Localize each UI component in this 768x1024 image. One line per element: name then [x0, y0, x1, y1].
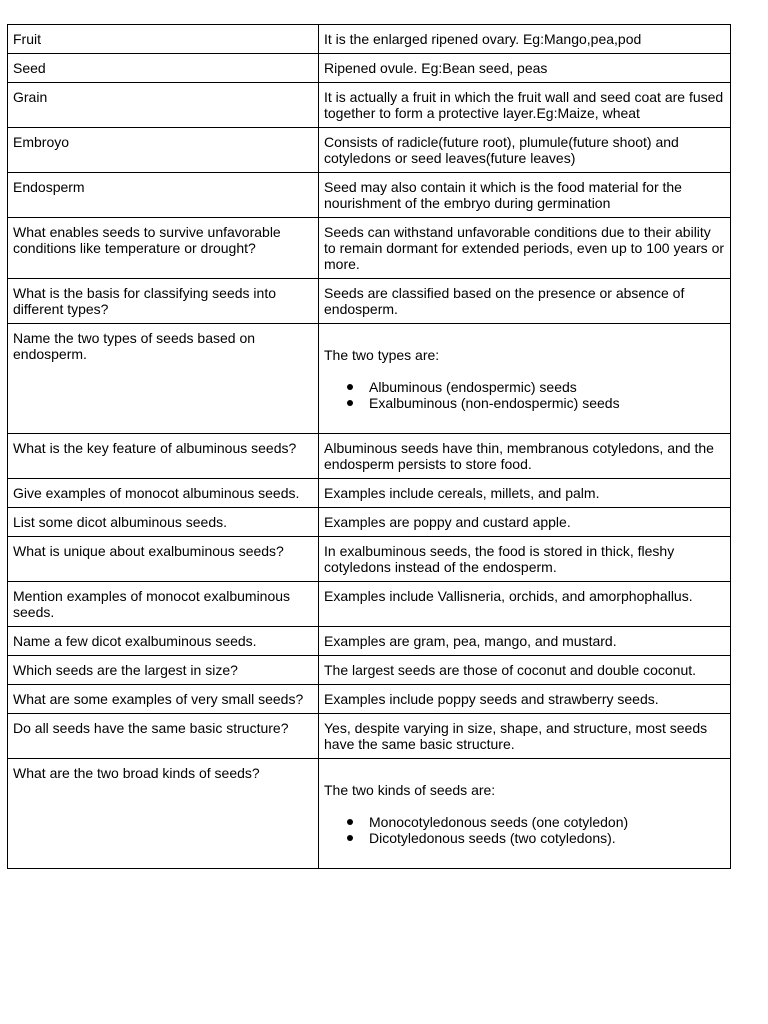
- term-cell: Name a few dicot exalbuminous seeds.: [8, 627, 319, 656]
- term-cell: Seed: [8, 54, 319, 83]
- table-row: [8, 656, 731, 685]
- table-row: [8, 218, 731, 279]
- definition-cell: It is actually a fruit in which the fruit wall and seed coat are fused together to form a protective layer.Eg:Maize, wheat: [319, 83, 731, 128]
- table-row: [8, 759, 731, 869]
- table-row: [8, 479, 731, 508]
- table-row: [8, 83, 731, 128]
- list-item: [347, 830, 725, 846]
- term-cell: Name the two types of seeds based on endosperm.: [8, 324, 319, 434]
- list-intro: The two types are:: [324, 347, 440, 363]
- bullet-icon: [347, 400, 353, 406]
- term-cell: Which seeds are the largest in size?: [8, 656, 319, 685]
- definition-cell: Examples include Vallisneria, orchids, and amorphophallus.: [319, 582, 731, 627]
- list-intro: The two kinds of seeds are:: [324, 782, 496, 798]
- definition-cell: Yes, despite varying in size, shape, and structure, most seeds have the same basic structure.: [319, 714, 731, 759]
- definition-list-cell: [319, 324, 731, 434]
- table-row: [8, 173, 731, 218]
- definition-cell: Consists of radicle(future root), plumule(future shoot) and cotyledons or seed leaves(future leaves): [319, 128, 731, 173]
- bullet-icon: [347, 819, 353, 825]
- table-row: [8, 582, 731, 627]
- term-cell: What is the basis for classifying seeds into different types?: [8, 279, 319, 324]
- table-row: [8, 54, 731, 83]
- list-item-text: Albuminous (endospermic) seeds: [369, 379, 577, 395]
- term-cell: What is unique about exalbuminous seeds?: [8, 537, 319, 582]
- list-item-text: Dicotyledonous seeds (two cotyledons).: [369, 830, 616, 846]
- term-cell: Mention examples of monocot exalbuminous seeds.: [8, 582, 319, 627]
- definition-cell: In exalbuminous seeds, the food is stored in thick, fleshy cotyledons instead of the endosperm.: [319, 537, 731, 582]
- term-cell: Grain: [8, 83, 319, 128]
- definition-cell: Examples are gram, pea, mango, and mustard.: [319, 627, 731, 656]
- definition-cell: Seeds are classified based on the presence or absence of endosperm.: [319, 279, 731, 324]
- term-cell: Embroyo: [8, 128, 319, 173]
- bullet-list: [324, 814, 725, 862]
- table-row: [8, 714, 731, 759]
- term-cell: List some dicot albuminous seeds.: [8, 508, 319, 537]
- list-item: [347, 395, 725, 411]
- term-cell: What are some examples of very small seeds?: [8, 685, 319, 714]
- bullet-list: [324, 379, 725, 427]
- table-row: [8, 508, 731, 537]
- list-item: [347, 814, 725, 830]
- term-cell: Give examples of monocot albuminous seeds.: [8, 479, 319, 508]
- bullet-icon: [347, 384, 353, 390]
- bullet-icon: [347, 835, 353, 841]
- term-cell: What are the two broad kinds of seeds?: [8, 759, 319, 869]
- term-cell: What enables seeds to survive unfavorable conditions like temperature or drought?: [8, 218, 319, 279]
- table-row: [8, 128, 731, 173]
- list-item-text: Monocotyledonous seeds (one cotyledon): [369, 814, 629, 830]
- definition-cell: Examples include poppy seeds and strawberry seeds.: [319, 685, 731, 714]
- definition-cell: Examples are poppy and custard apple.: [319, 508, 731, 537]
- list-item: [347, 379, 725, 395]
- definition-cell: Examples include cereals, millets, and palm.: [319, 479, 731, 508]
- term-cell: What is the key feature of albuminous seeds?: [8, 434, 319, 479]
- definition-cell: Seeds can withstand unfavorable conditions due to their ability to remain dormant for extended periods, even up to 100 years or more.: [319, 218, 731, 279]
- definition-cell: It is the enlarged ripened ovary. Eg:Mango,pea,pod: [319, 25, 731, 54]
- definition-cell: Albuminous seeds have thin, membranous cotyledons, and the endosperm persists to store food.: [319, 434, 731, 479]
- definition-cell: The largest seeds are those of coconut and double coconut.: [319, 656, 731, 685]
- table-row: [8, 25, 731, 54]
- definition-cell: Seed may also contain it which is the food material for the nourishment of the embryo during germination: [319, 173, 731, 218]
- table-row: [8, 324, 731, 434]
- table-row: [8, 537, 731, 582]
- term-cell: Do all seeds have the same basic structure?: [8, 714, 319, 759]
- table-row: [8, 627, 731, 656]
- definition-cell: Ripened ovule. Eg:Bean seed, peas: [319, 54, 731, 83]
- seed-notes-table: [7, 24, 731, 869]
- table-row: [8, 279, 731, 324]
- table-row: [8, 434, 731, 479]
- definition-list-cell: [319, 759, 731, 869]
- table-body: [8, 25, 731, 869]
- term-cell: Endosperm: [8, 173, 319, 218]
- table-row: [8, 685, 731, 714]
- term-cell: Fruit: [8, 25, 319, 54]
- list-item-text: Exalbuminous (non-endospermic) seeds: [369, 395, 620, 411]
